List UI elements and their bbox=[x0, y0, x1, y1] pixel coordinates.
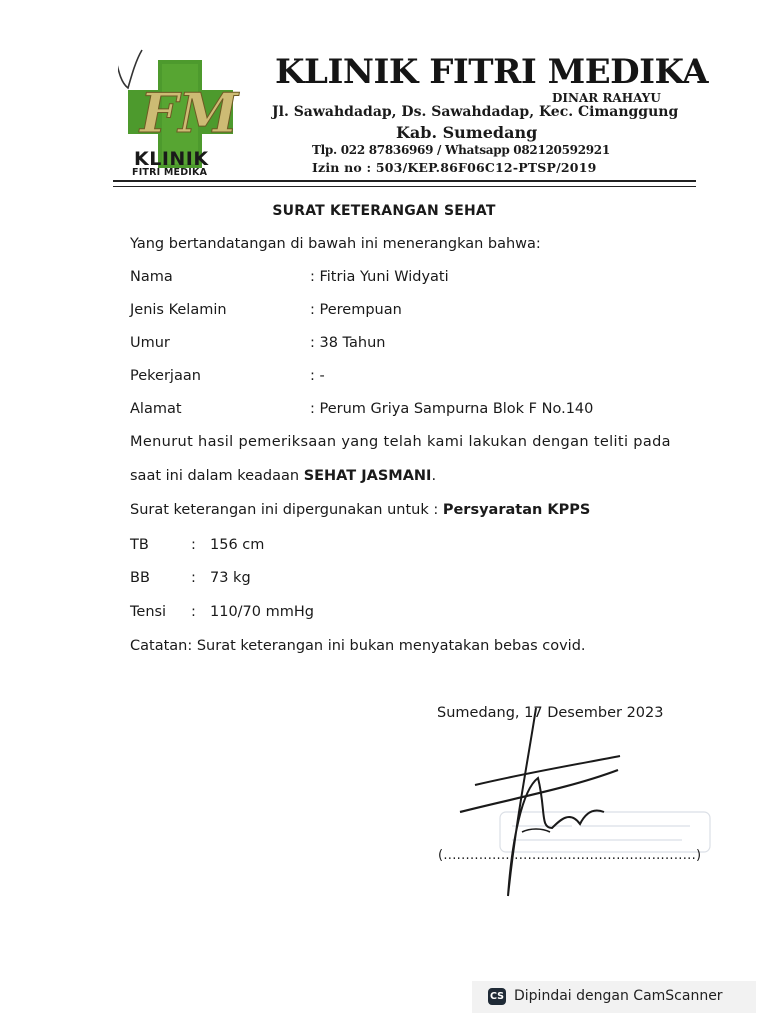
result-text-line1: Menurut hasil pemeriksaan yang telah kami lakukan dengan teliti pada bbox=[130, 434, 671, 450]
camscanner-icon: CS bbox=[488, 988, 506, 1005]
measure-colon: : bbox=[191, 537, 196, 553]
field-value-pekerjaan: : - bbox=[310, 368, 325, 384]
handwritten-signature bbox=[420, 700, 740, 920]
signature-name-line: (.........................................................) bbox=[438, 848, 702, 863]
field-value-jenis-kelamin: : Perempuan bbox=[310, 302, 402, 318]
purpose-text bbox=[130, 502, 590, 518]
field-label-alamat: Alamat bbox=[130, 401, 182, 417]
purpose-prefix: Surat keterangan ini dipergunakan untuk : bbox=[130, 502, 443, 518]
measure-label-tensi: Tensi bbox=[130, 604, 167, 620]
measure-colon: : bbox=[191, 570, 196, 586]
logo-text-klinik: KLINIK bbox=[134, 148, 209, 170]
note-text: Catatan: Surat keterangan ini bukan menyatakan bebas covid. bbox=[130, 638, 586, 654]
svg-text:FM: FM bbox=[140, 81, 239, 145]
measure-label-bb: BB bbox=[130, 570, 150, 586]
measure-value-bb: 73 kg bbox=[210, 570, 251, 586]
clinic-name: KLINIK FITRI MEDIKA bbox=[275, 52, 709, 92]
field-label-nama: Nama bbox=[130, 269, 173, 285]
field-label-umur: Umur bbox=[130, 335, 170, 351]
result-suffix: . bbox=[431, 468, 437, 484]
camscanner-text: Dipindai dengan CamScanner bbox=[514, 988, 723, 1004]
field-value-umur: : 38 Tahun bbox=[310, 335, 386, 351]
clinic-address-line2: Kab. Sumedang bbox=[396, 123, 538, 142]
header-divider-thick bbox=[113, 180, 696, 182]
result-status: SEHAT JASMANI bbox=[303, 468, 432, 484]
header-divider-thin bbox=[113, 186, 696, 187]
clinic-area: DINAR RAHAYU bbox=[552, 91, 661, 105]
field-label-pekerjaan: Pekerjaan bbox=[130, 368, 201, 384]
result-text-line2 bbox=[130, 468, 436, 484]
document-title: SURAT KETERANGAN SEHAT bbox=[272, 203, 496, 219]
measure-value-tensi: 110/70 mmHg bbox=[210, 604, 314, 620]
signature-place-date: Sumedang, 17 Desember 2023 bbox=[437, 705, 664, 721]
measure-label-tb: TB bbox=[130, 537, 149, 553]
clinic-address-line1: Jl. Sawahdadap, Ds. Sawahdadap, Kec. Cimanggung bbox=[272, 104, 679, 120]
field-label-jenis-kelamin: Jenis Kelamin bbox=[130, 302, 227, 318]
logo-text-fitri-medika: FITRI MEDIKA bbox=[132, 167, 208, 178]
clinic-phone: Tlp. 022 87836969 / Whatsapp 082120592921 bbox=[312, 143, 610, 157]
measure-value-tb: 156 cm bbox=[210, 537, 265, 553]
result-prefix: saat ini dalam keadaan bbox=[130, 468, 304, 484]
field-value-nama: : Fitria Yuni Widyati bbox=[310, 269, 449, 285]
clinic-license: Izin no : 503/KEP.86F06C12-PTSP/2019 bbox=[312, 160, 597, 175]
field-value-alamat: : Perum Griya Sampurna Blok F No.140 bbox=[310, 401, 594, 417]
measure-colon: : bbox=[191, 604, 196, 620]
purpose-value: Persyaratan KPPS bbox=[442, 502, 591, 518]
intro-text: Yang bertandatangan di bawah ini menerangkan bahwa: bbox=[130, 236, 541, 252]
